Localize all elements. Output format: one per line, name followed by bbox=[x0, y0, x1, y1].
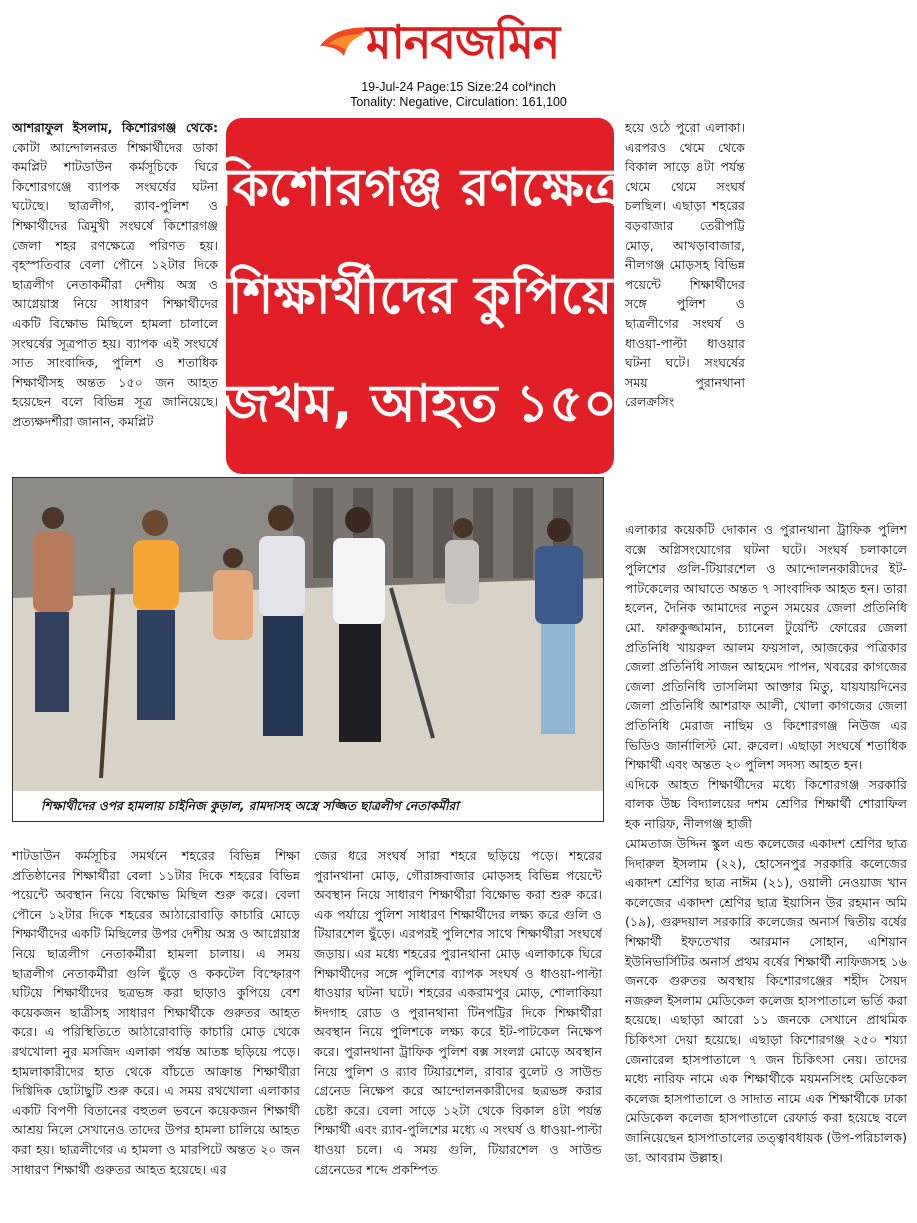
masthead bbox=[0, 0, 917, 112]
journalists-paragraph: এলাকার কয়েকটি দোকান ও পুরানথানা ট্রাফিক পুলিশ বক্সে অগ্নিসংযোগের ঘটনা ঘটে। সংঘর্ষ চলাকালে পুলিশের গুলি-টিয়ারশেল ও আন্দোলনকারীদের ইট-পাটকেলের আঘাতে অন্তত ৭ সাংবাদিক আহত হন। তারা হলেন, দৈনিক আমাদের নতুন সময়ের জেলা প্রতিনিধি মো. ফারুকুজ্জামান, চ্যানেল টুয়েন্টি ফোরের জেলা প্রতিনিধি খায়রুল আলম ফয়সাল, আজকের পত্রিকার জেলা প্রতিনিধি সাজন আহমেদ পাপন, খবরের কাগজের জেলা প্রতিনিধি তাসলিমা আক্তার মিতু, যায়যায়দিনের জেলা প্রতিনিধি আশরাফ আলী, খোলা কাগজের জেলা প্রতিনিধি মেরাজ নাছিম ও কিশোরগঞ্জ নিউজ এর ভিডিও জার্নালিস্ট মো. রুবেল। এছাড়া সংঘর্ষে শতাধিক শিক্ষার্থী এবং অন্তত ২০ পুলিশ সদস্য আহত হন। bbox=[625, 522, 907, 773]
clipping-meta-size: 19-Jul-24 Page:15 Size:24 col*inch bbox=[361, 80, 556, 94]
byline: আশরাফুল ইসলাম, কিশোরগঞ্জ থেকে: bbox=[12, 120, 218, 135]
street-clash-photo-icon bbox=[13, 478, 603, 791]
headline-box bbox=[217, 118, 623, 474]
column-right-narrow bbox=[625, 118, 745, 520]
narrow-column-text: হয়ে ওঠে পুরো এলাকা। এরপরও থেমে থেকে বিকাল সাড়ে ৪টা পর্যন্ত থেমে থেমে সংঘর্ষ চলছিল। এছাড়া শহরের বড়বাজার তেরীপট্টি মোড়, আখড়াবাজার, নীলগঞ্জ মোড়সহ বিভিন্ন পয়েন্টে শিক্ষার্থীদের সঙ্গে পুলিশ ও ছাত্রলীগের সংঘর্ষ ও ধাওয়া-পাল্টা ধাওয়ার ঘটনা ঘটে। সংঘর্ষের সময় পুরানথানা রেলক্রসিং bbox=[625, 120, 745, 410]
bottom-col3-text: মোমতাজ উদ্দিন স্কুল এন্ড কলেজের একাদশ শ্রেণির ছাত্র দিদারুল ইসলাম (২২), হোসেনপুর সরকারি কলেজের একাদশ শ্রেণির ছাত্র নাঈম (২১), ওয়ালী নেওয়াজ খান কলেজের একাদশ শ্রেণির ছাত্র ইয়াসিন উর রহমান অমি (১৯), গুরুদয়াল সরকারি কলেজের অনার্স দ্বিতীয় বর্ষের শিক্ষার্থী ইফতেখার আরমান সোহান, এশিয়ান ইউনিভার্সিটির অনার্স প্রথম বর্ষের শিক্ষার্থী নাফিজসহ ১৬ জনকে গুরুতর অবস্থায় কিশোরগঞ্জের শহীদ সৈয়দ নজরুল ইসলাম মেডিকেল কলেজ হাসপাতালে ভর্তি করা হয়েছে। এছাড়া আরো ১১ জনকে সেখানে প্রাথমিক চিকিৎসা দেয়া হয়েছে। এছাড়া কিশোরগঞ্জ ২৫০ শয্যা জেনারেল হাসপাতালে ৭ জন চিকিৎসা নেয়। তাদের মধ্যে নারিফ নামে এক শিক্ষার্থীকে ময়মনসিংহ মেডিকেল কলেজ হাসপাতালে ও সাদাত নামে এক শিক্ষার্থীকে ঢাকা মেডিকেল কলেজ হাসপাতালে রেফার্ড করা হয়েছে বলে জানিয়েছেন হাসপাতালের তত্ত্বাবধায়ক (উপ-পরিচালক) ডা. আবরাম উল্লাহ। bbox=[625, 836, 907, 1165]
column-bottom-1 bbox=[12, 846, 300, 1220]
column-left-top bbox=[12, 118, 218, 470]
logo-text: মানবজমিন bbox=[366, 15, 560, 69]
column-bottom-2 bbox=[314, 846, 602, 1220]
headline-line-1: কিশোরগঞ্জ রণক্ষেত্র bbox=[217, 158, 623, 218]
column-right-wide bbox=[625, 520, 907, 834]
clipping-meta-tonality: Tonality: Negative, Circulation: 161,100 bbox=[350, 95, 567, 109]
newspaper-logo bbox=[318, 8, 608, 76]
headline-line-2: শিক্ষার্থীদের কুপিয়ে bbox=[227, 266, 613, 326]
photo-caption: শিক্ষার্থীদের ওপর হামলায় চাইনিজ কুড়াল, রামদাসহ অস্ত্রে সজ্জিত ছাত্রলীগ নেতাকর্মীরা bbox=[13, 791, 603, 821]
injured-intro-paragraph: এদিকে আহত শিক্ষার্থীদের মধ্যে কিশোরগঞ্জ সরকারি বালক উচ্চ বিদ্যালয়ের দশম শ্রেণির শিক্ষার্থী শোরাফিল হক নারিফ, নীলগঞ্জ হাজী bbox=[625, 776, 907, 831]
column-bottom-3 bbox=[625, 834, 907, 1220]
bottom-col1-text: শাটডাউন কর্মসূচির সমর্থনে শহরের বিভিন্ন শিক্ষা প্রতিষ্ঠানের শিক্ষার্থীরা বেলা ১১টার দিকে শহরের বিভিন্ন পয়েন্টে অবস্থান নিয়ে বিক্ষোভ মিছিল শুরু করে। বেলা পৌনে ১২টার দিকে শহরের আঠারোবাড়ি কাচারি মোড়ে শিক্ষার্থীদের একটি মিছিলের উপর দেশীয় অস্ত্র ও আগ্নেয়াস্ত্র নিয়ে ছাত্রলীগ নেতাকর্মীরা হামলা চালায়। এ সময় ছাত্রলীগ নেতাকর্মীরা গুলি ছুঁড়ে ও ককটেল বিস্ফোরণ ঘটিয়ে শিক্ষার্থীদের ছত্রভঙ্গ করা ছাড়াও কুপিয়ে বেশ কয়েকজন ছাত্রীসহ সাধারণ শিক্ষার্থীকে গুরুতর আহত করে। এ পরিস্থিতিতে আঠারোবাড়ি কাচারি মোড় থেকে রথখোলা নুর মসজিদ এলাকা পর্যন্ত আতঙ্ক ছড়িয়ে পড়ে। হামলাকারীদের হাত থেকে বাঁচতে আক্রান্ত শিক্ষার্থীরা দিগ্বিদিক ছোটাছুটি শুরু করে। এ সময় রথখোলা এলাকার একটি বিপণী বিতানের বহুতল ভবনে কয়েকজন শিক্ষার্থী আশ্রয় নিলে সেখানেও তাদের উপর হামলা চালিয়ে আহত করা হয়। ছাত্রলীগের এ হামলা ও মারপিটে অন্তত ২০ জন সাধারণ শিক্ষার্থী গুরুতর আহত হয়েছে। এর bbox=[12, 848, 300, 1177]
news-photo bbox=[12, 477, 604, 822]
lead-paragraph: কোটা আন্দোলনরত শিক্ষার্থীদের ডাকা কমপ্লিট শাটডাউন কর্মসূচিকে ঘিরে কিশোরগঞ্জে ব্যাপক সংঘর্ষের ঘটনা ঘটেছে। ছাত্রলীগ, র‌্যাব-পুলিশ ও শিক্ষার্থীদের ত্রিমুখী সংঘর্ষে কিশোরগঞ্জ জেলা শহর রণক্ষেত্রে পরিণত হয়। বৃহস্পতিবার বেলা পৌনে ১২টার দিকে ছাত্রলীগ নেতাকর্মীরা দেশীয় অস্ত্র ও আগ্নেয়াস্ত্র নিয়ে সাধারণ শিক্ষার্থীদের একটি বিক্ষোভ মিছিলে হামলা চালালে সংঘর্ষের সূত্রপাত হয়। ব্যাপক এই সংঘর্ষে সাত সাংবাদিক, পুলিশ ও শতাধিক শিক্ষার্থীসহ অন্তত ১৫০ জন আহত হয়েছেন বলে বিভিন্ন সূত্র জানিয়েছে। প্রত্যক্ষদর্শীরা জানান, কমপ্লিট bbox=[12, 139, 218, 429]
bottom-col2-text: জের ধরে সংঘর্ষ সারা শহরে ছড়িয়ে পড়ে। শহরের পুরানথানা মোড়, গৌরাঙ্গবাজার মোড়সহ বিভিন্ন পয়েন্টে অবস্থান নিয়ে সাধারণ শিক্ষার্থীরা বিক্ষোভ করা শুরু করে। এক পর্যায়ে পুলিশ সাধারণ শিক্ষার্থীদের লক্ষ্য করে গুলি ও টিয়ারশেল ছুঁড়ে। এরপরই পুলিশের সাথে শিক্ষার্থীরা সংঘর্ষে জড়ায়। এর মধ্যে শহরের পুরানথানা মোড় এলাকাকে ঘিরে শিক্ষার্থীদের সঙ্গে পুলিশের ব্যাপক সংঘর্ষ ও ধাওয়া-পাল্টা ধাওয়ার ঘটনা ঘটে। শহরের একরামপুর মোড়, শোলাকিয়া ঈদগাহ রোড ও পুরানথানা টিনপট্টির দিকে শিক্ষার্থীরা অবস্থান নিয়ে পুলিশকে লক্ষ্য করে ইট-পাটকেল নিক্ষেপ করে। পুরানথানা ট্রাফিক পুলিশ বক্স সংলগ্ন মোড়ে অবস্থান নিয়ে পুলিশ ও র‌্যাব টিয়ারশেল, রাবার বুলেট ও সাউন্ড গ্রেনেড নিক্ষেপ করে আন্দোলনকারীদের ছত্রভঙ্গ করার চেষ্টা করে। বেলা সাড়ে ১২টা থেকে বিকাল ৪টা পর্যন্ত শিক্ষার্থী এবং র‌্যাব-পুলিশের মধ্যে এ সংঘর্ষ ও ধাওয়া-পাল্টা ধাওয়া চলে। এ সময় গুলি, টিয়ারশেল ও সাউন্ড গ্রেনেডের শব্দে প্রকম্পিত bbox=[314, 848, 602, 1177]
headline-line-3: জখম, আহত ১৫০ bbox=[223, 374, 617, 434]
